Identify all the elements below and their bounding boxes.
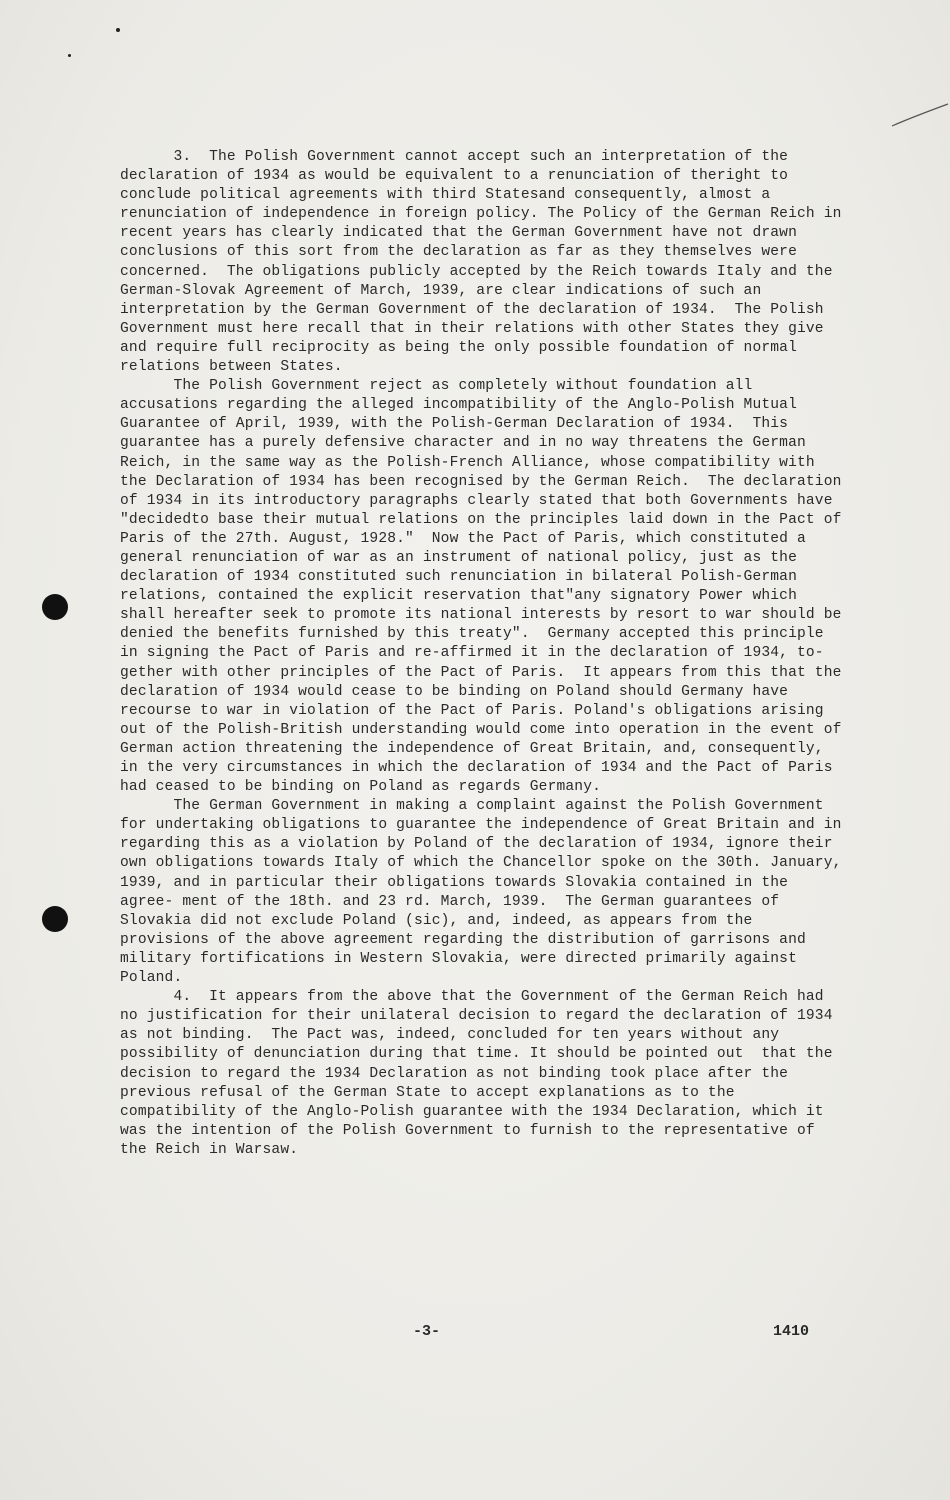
pencil-mark	[890, 100, 950, 130]
punch-hole	[42, 906, 68, 932]
ink-speck	[68, 54, 71, 57]
paragraph-section-4: 4. It appears from the above that the Government of the German Reich had no justification for their unilateral decision to regard the declaration of 1934 as not binding. The Pact was, indeed, concluded for ten years without any possibility of denunciation during that time. It should be pointed out that the decision to regard the 1934 Declaration as not binding took place after the previous refusal of the German State to accept explanations as to the compatibility of the Anglo-Polish guarantee with the 1934 Declaration, which it was the intention of the Polish Government to furnish to the representative of the Reich in Warsaw.	[120, 989, 842, 1158]
paragraph-section-3: 3. The Polish Government cannot accept such an interpretation of the declaration of 1934 as would be equivalent to a renunciation of theright to conclude political agreements with third Statesand consequently, almost a renunciation of independence in foreign policy. The Policy of the German Reich in recent years has clearly indicated that the German Government have not drawn conclusions of this sort from the declaration as far as they themselves were concerned. The obligations publicly accepted by the Reich towards Italy and the German-Slovak Agreement of March, 1939, are clear indications of such an interpretation by the German Government of the declaration of 1934. The Polish Government must here recall that in their relations with other States they give and require full reciprocity as being the only possible foundation of normal relations between States.	[120, 149, 851, 376]
paragraph-german-complaint: The German Government in making a complaint against the Polish Government for undertaking obligations to guarantee the independence of Great Britain and in regarding this as a violation by Poland of the declaration of 1934, ignore their own obligations towards Italy of which the Chancellor spoke on the 30th. January, 1939, and in particular their obligations towards Slovakia contained in the agree- ment of the 18th. and 23 rd. March, 1939. The German guarantees of Slovakia did not exclude Poland (sic), and, indeed, as appears from the provisions of the above agreement regarding the distribution of garrisons and military fortifications in Western Slovakia, were directed primarily against Poland.	[120, 798, 851, 987]
paragraph-guarantee: The Polish Government reject as completely without foundation all accusations regarding the alleged incompatibility of the Anglo-Polish Mutual Guarantee of April, 1939, with the Polish-German Declaration of 1934. This guarantee has a purely defensive character and in no way threatens the German Reich, in the same way as the Polish-French Alliance, whose compatibility with the Declaration of 1934 has been recognised by the German Reich. The declaration of 1934 in its introductory paragraphs clearly stated that both Governments have "decidedto base their mutual relations on the principles laid down in the Pact of Paris of the 27th. August, 1928." Now the Pact of Paris, which constituted a general renunciation of war as an instrument of national policy, just as the declaration of 1934 constituted such renunciation in bilateral Polish-German relations, contained the explicit reservation that"any signatory Power which shall hereafter seek to promote its national interests by resort to war should be denied the benefits furnished by this treaty". Germany accepted this principle in signing the Pact of Paris and re-affirmed it in the declaration of 1934, to- gether with other principles of the Pact of Paris. It appears from this that the declaration of 1934 would cease to be binding on Poland should Germany have recourse to war in violation of the Pact of Paris. Poland's obligations arising out of the Polish-British understanding would come into operation in the event of German action threatening the independence of Great Britain, and, consequently, in the very circumstances in which the declaration of 1934 and the Pact of Paris had ceased to be binding on Poland as regards Germany.	[120, 378, 851, 796]
punch-hole	[42, 594, 68, 620]
ink-speck	[116, 28, 120, 32]
page-number: -3-	[413, 1323, 441, 1340]
document-body	[120, 148, 850, 1160]
reference-number: 1410	[773, 1323, 810, 1340]
